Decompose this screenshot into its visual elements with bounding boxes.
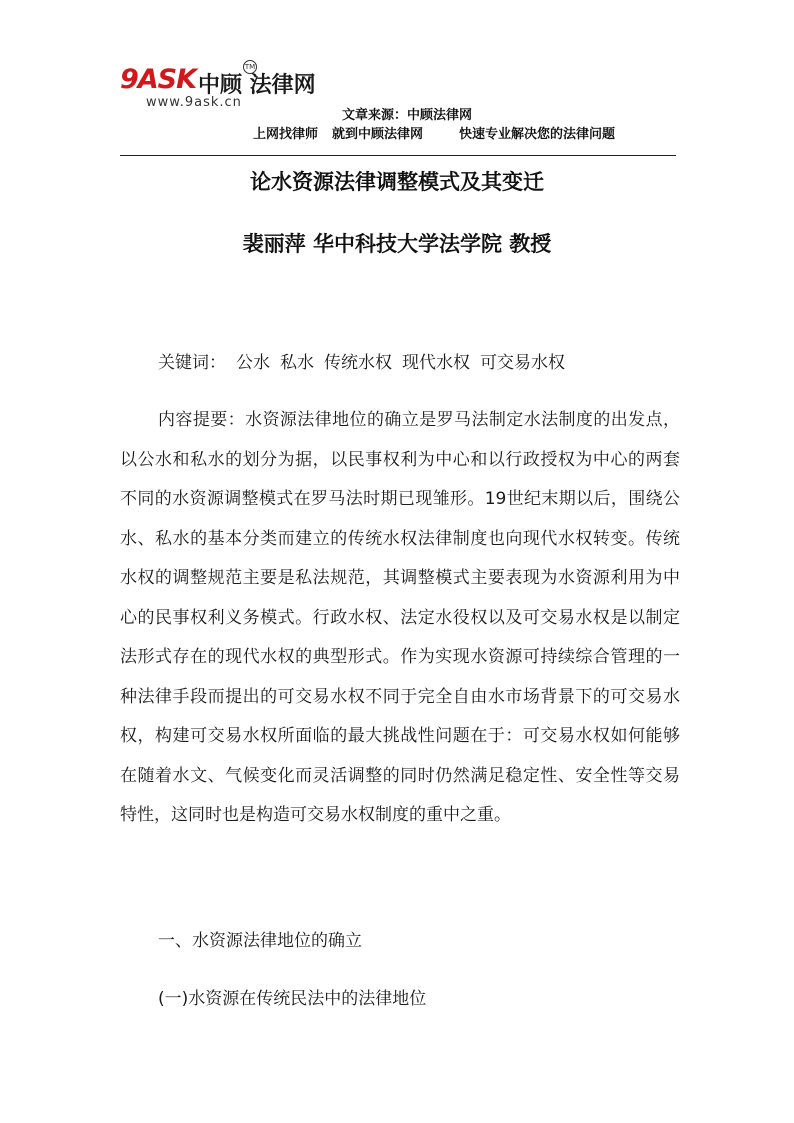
logo-mark: 9ASK [120,64,197,95]
logo-chinese-name: 中顾 法律网 [198,73,316,98]
keyword: 公水 [236,353,270,373]
keyword: 传统水权 [324,353,392,373]
slogan-part: 就到中顾法律网 [332,127,424,142]
slogan-part: 快速专业解决您的法律问题 [459,127,616,142]
section-heading: 一、水资源法律地位的确立 [158,931,362,951]
subsection-heading: (一)水资源在传统民法中的法律地位 [158,989,427,1009]
keyword: 私水 [280,353,314,373]
keywords-line [158,348,718,373]
header-divider [120,155,676,156]
keyword: 可交易水权 [480,353,565,373]
keywords-label: 关键词： [158,353,226,373]
logo-url: www.9ask.cn [146,95,242,110]
abstract-paragraph: 内容提要：水资源法律地位的确立是罗马法制定水法制度的出发点，以公水和私水的划分为据，以民事权利为中心和以行政授权为中心的两套不同的水资源调整模式在罗马法时期已现雏形。19世纪末期以后，围绕公水、私水的基本分类而建立的传统水权法律制度也向现代水权转变。传统水权的调整规范主要是私法规范，其调整模式主要表现为水资源利用为中心的民事权利义务模式。行政水权、法定水役权以及可交易水权是以制定法形式存在的现代水权的典型形式。作为实现水资源可持续综合管理的一种法律手段而提出的可交易水权不同于完全自由水市场背景下的可交易水权，构建可交易水权所面临的最大挑战性问题在于：可交易水权如何能够在随着水文、气候变化而灵活调整的同时仍然满足稳定性、安全性等交易特性，这同时也是构造可交易水权制度的重中之重。 [120,410,680,825]
site-header [120,62,676,157]
slogan-part: 上网找律师 [253,127,319,142]
keyword: 现代水权 [402,353,470,373]
article-title: 论水资源法律调整模式及其变迁 [250,169,544,194]
site-slogan [253,123,629,142]
trademark-icon: TM [243,60,257,74]
site-logo[interactable] [120,62,340,112]
author-line: 裴丽萍 华中科技大学法学院 教授 [242,231,552,256]
article-source: 文章来源：中顾法律网 [342,108,473,123]
